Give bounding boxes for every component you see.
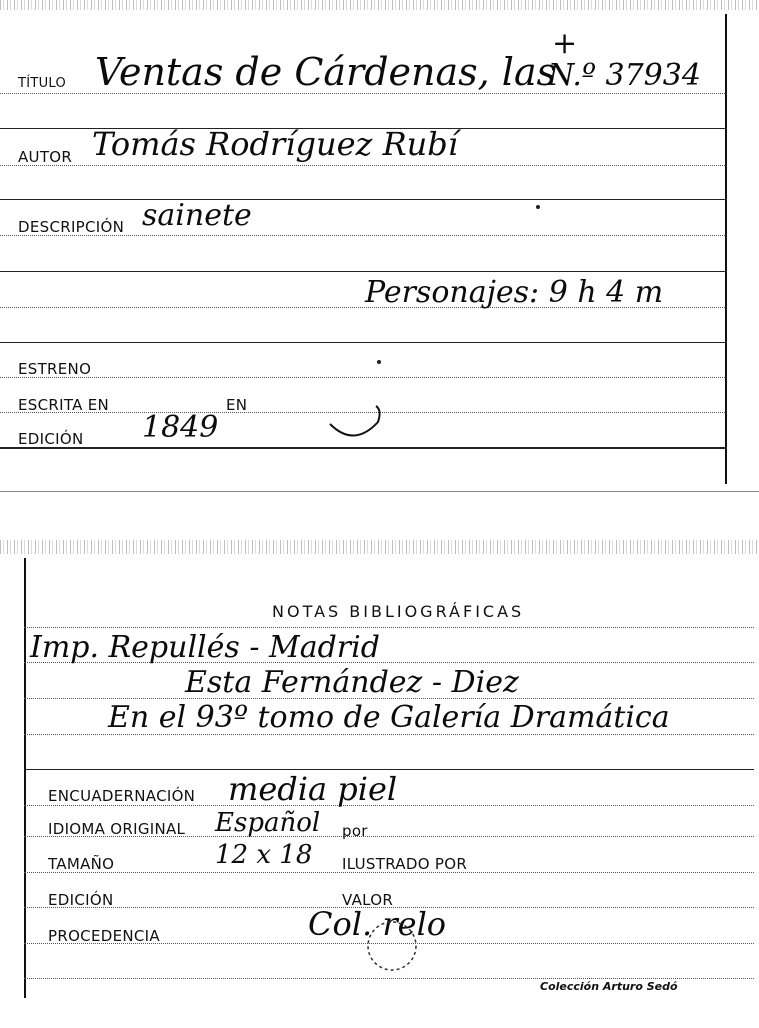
label-en: EN <box>226 396 248 414</box>
handwritten-provenance: Col. relo <box>308 905 447 943</box>
handwritten-description: sainete <box>142 198 252 233</box>
handwritten-size: 12 x 18 <box>215 840 313 870</box>
handwritten-characters: Personajes: 9 h 4 m <box>365 275 664 310</box>
label-tamano: TAMAÑO <box>48 855 115 873</box>
label-procedencia: PROCEDENCIA <box>48 927 160 945</box>
notes-heading: NOTAS BIBLIOGRÁFICAS <box>272 602 525 621</box>
label-edicion: EDICIÓN <box>18 430 84 448</box>
note-line-2: Esta Fernández - Diez <box>185 665 519 700</box>
note-line-3: En el 93º tomo de Galería Dramática <box>108 700 670 735</box>
label-estreno: ESTRENO <box>18 360 92 378</box>
handwritten-language: Español <box>215 808 321 838</box>
collection-footer: Colección Arturo Sedó <box>540 980 678 993</box>
label-idioma: IDIOMA ORIGINAL <box>48 820 186 838</box>
label-valor: VALOR <box>342 891 394 909</box>
handwritten-author: Tomás Rodríguez Rubí <box>92 125 458 163</box>
card-left-border <box>24 558 26 998</box>
label-descripcion: DESCRIPCIÓN <box>18 218 125 236</box>
catalog-card-front <box>0 0 759 495</box>
label-titulo: TÍTULO <box>18 76 67 91</box>
handwritten-edition: 1849 <box>142 410 219 445</box>
handwritten-title: Ventas de Cárdenas, las <box>95 50 557 94</box>
punch-hole-icon <box>326 400 386 445</box>
handwritten-binding: media piel <box>228 770 398 808</box>
card-edge-texture <box>0 0 759 10</box>
card-edge-texture <box>0 540 759 554</box>
punch-hole-icon <box>365 918 420 978</box>
label-por: por <box>342 822 368 840</box>
label-encuadernacion: ENCUADERNACIÓN <box>48 787 196 805</box>
label-autor: AUTOR <box>18 148 73 166</box>
label-edicion-2: EDICIÓN <box>48 891 114 909</box>
card-right-border <box>725 14 727 484</box>
label-ilustrado: ILUSTRADO POR <box>342 855 468 873</box>
handwritten-cross: + <box>552 26 578 61</box>
note-line-1: Imp. Repullés - Madrid <box>30 630 380 665</box>
label-escrita-en: ESCRITA EN <box>18 396 110 414</box>
catalog-card-back <box>0 540 759 1028</box>
handwritten-catalog-number: N.º 37934 <box>548 58 701 93</box>
